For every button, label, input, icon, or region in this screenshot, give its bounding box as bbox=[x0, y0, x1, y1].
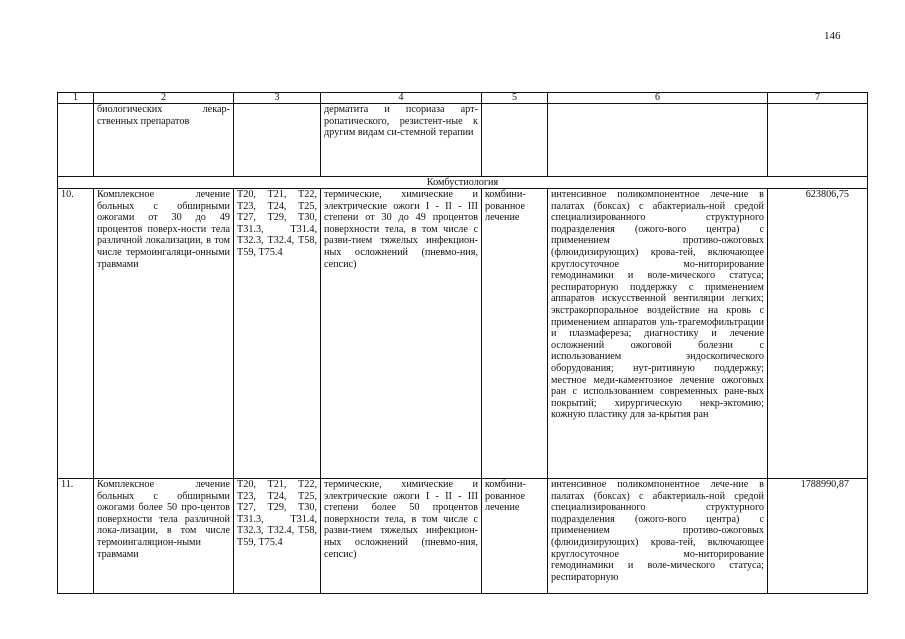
treatment-type-cell: комбини-рованное лечение bbox=[482, 479, 548, 594]
treatment-type-cell bbox=[482, 104, 548, 177]
column-number: 7 bbox=[768, 93, 868, 104]
cost-cell: 1788990,87 bbox=[768, 479, 868, 594]
row-number-cell: 10. bbox=[58, 189, 94, 479]
patient-model-cell: термические, химические и электрические ожоги I - II - III степени более 50 процентов поверхности тела, в том числе с разви-тием тяжелых инфекцион-ных осложнений (пневмо-ния, сепсис) bbox=[321, 479, 482, 594]
row-number-cell: 11. bbox=[58, 479, 94, 594]
icd-codes-cell: Т20, Т21, Т22, Т23, Т24, Т25, Т27, Т29, Т30, Т31.3, Т31.4, Т32.3, Т32.4, Т58, Т59, Т75.4 bbox=[234, 479, 321, 594]
column-number: 1 bbox=[58, 93, 94, 104]
table-row bbox=[58, 479, 868, 594]
treatment-method-cell: интенсивное поликомпонентное лече-ние в палатах (боксах) с абактериаль-ной средой специализированного структурного подразделения (ожого-вого центра) с применением противо-ожоговых (флюидизирующих) крова-тей, включающее круглосуточное мо-ниторирование гемодинамики и воле-мического статуса; респираторную поддержку с применением аппаратов искусственной вентиляции легких; экстракорпоральное воздействие на кровь с применением аппаратов уль-трагемофильтрации и плазмафереза; диагностику и лечение осложнений ожоговой болезни с использованием эндоскопического оборудования; нут-ритивную поддержку; местное меди-каментозное лечение ожоговых ран с использованием современных ране-вых покрытий; хирургическую некр-эктомию; кожную пластику для за-крытия ран bbox=[548, 189, 768, 479]
section-row bbox=[58, 177, 868, 189]
column-number: 4 bbox=[321, 93, 482, 104]
profile-name-cell: биологических лекар-ственных препаратов bbox=[94, 104, 234, 177]
cost-cell: 623806,75 bbox=[768, 189, 868, 479]
icd-codes-cell: Т20, Т21, Т22, Т23, Т24, Т25, Т27, Т29, Т30, Т31.3, Т31.4, Т32.3, Т32.4, Т58, Т59, Т75.4 bbox=[234, 189, 321, 479]
treatment-method-cell: интенсивное поликомпонентное лече-ние в палатах (боксах) с абактериаль-ной средой специализированного структурного подразделения (ожого-вого центра) с применением противо-ожоговых (флюидизирующих) крова-тей, включающее круглосуточное мо-ниторирование гемодинамики и воле-мического статуса; респираторную bbox=[548, 479, 768, 594]
row-number-cell bbox=[58, 104, 94, 177]
treatment-method-cell bbox=[548, 104, 768, 177]
medical-care-table bbox=[57, 92, 868, 594]
cost-cell bbox=[768, 104, 868, 177]
icd-codes-cell bbox=[234, 104, 321, 177]
profile-name-cell: Комплексное лечение больных с обширными ожогами от 30 до 49 процентов поверх-ности тела различной локализации, в том числе термоингаляци-онными травмами bbox=[94, 189, 234, 479]
treatment-type-cell: комбини-рованное лечение bbox=[482, 189, 548, 479]
patient-model-cell: термические, химические и электрические ожоги I - II - III степени от 30 до 49 процентов поверхности тела, в том числе с разви-тием тяжелых инфекцион-ных осложнений (пневмо-ния, сепсис) bbox=[321, 189, 482, 479]
continuation-row bbox=[58, 104, 868, 177]
section-title: Комбустиология bbox=[58, 177, 868, 189]
patient-model-cell: дерматита и псориаза арт-ропатического, резистент-ные к другим видам си-стемной терапии bbox=[321, 104, 482, 177]
profile-name-cell: Комплексное лечение больных с обширными ожогами более 50 про-центов поверхности тела различной лока-лизации, в том числе термоингаляцион-ными травмами bbox=[94, 479, 234, 594]
column-number: 5 bbox=[482, 93, 548, 104]
page-number: 146 bbox=[824, 30, 841, 42]
column-number: 2 bbox=[94, 93, 234, 104]
column-number-row bbox=[58, 93, 868, 104]
column-number: 3 bbox=[234, 93, 321, 104]
table-row bbox=[58, 189, 868, 479]
column-number: 6 bbox=[548, 93, 768, 104]
